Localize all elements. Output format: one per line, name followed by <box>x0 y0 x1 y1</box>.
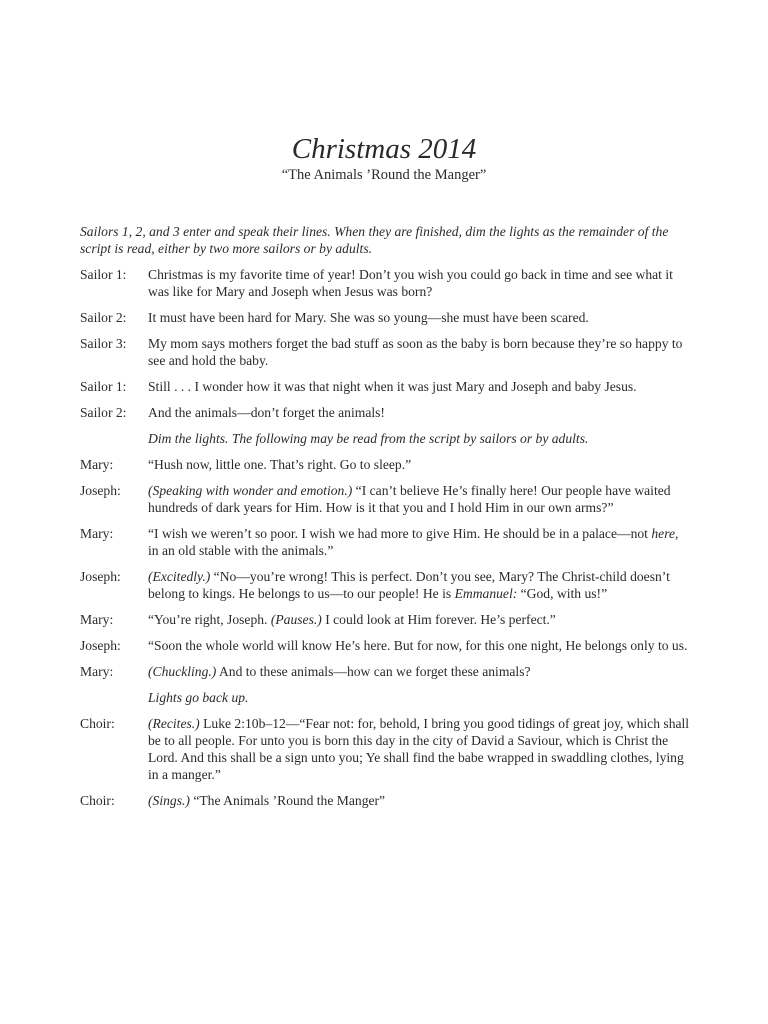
spoken-text: Christmas is my favorite time of year! Don’t you wish you could go back in time and see what it was like for Mary and Joseph when Jesus was born? <box>148 267 673 299</box>
dialogue-row <box>80 430 692 447</box>
dialogue-row <box>80 404 692 421</box>
spoken-text: “Soon the whole world will know He’s here. But for now, for this one night, He belongs only to us. <box>148 638 688 653</box>
script-body <box>80 223 692 818</box>
stage-direction: (Chuckling.) <box>148 664 217 679</box>
stage-direction: (Speaking with wonder and emotion.) <box>148 483 353 498</box>
dialogue-line <box>148 335 692 369</box>
dialogue-row <box>80 525 692 559</box>
speaker-label: Sailor 2: <box>80 310 127 325</box>
dialogue-line <box>148 715 692 783</box>
dialogue-line <box>148 792 692 809</box>
stage-direction: Lights go back up. <box>148 690 249 705</box>
dialogue-line <box>148 378 692 395</box>
speaker-label: Sailor 2: <box>80 405 127 420</box>
dialogue-row <box>80 792 692 809</box>
dialogue-line <box>148 456 692 473</box>
spoken-text: Still . . . I wonder how it was that night when it was just Mary and Joseph and baby Jesus. <box>148 379 637 394</box>
dialogue-line <box>148 689 692 706</box>
stage-direction: Emmanuel: <box>454 586 518 601</box>
spoken-text: in an old stable with the animals.” <box>148 543 334 558</box>
dialogue-line <box>148 482 692 516</box>
page-title: Christmas 2014 <box>291 133 477 165</box>
stage-direction-intro: Sailors 1, 2, and 3 enter and speak their lines. When they are finished, dim the lights as the remainder of the script is read, either by two more sailors or by adults. <box>80 224 669 256</box>
speaker-label <box>80 430 148 447</box>
spoken-text: And to these animals—how can we forget these animals? <box>216 664 531 679</box>
stage-direction: (Recites.) <box>148 716 200 731</box>
stage-direction: (Sings.) <box>148 793 190 808</box>
spoken-text: It must have been hard for Mary. She was so young—she must have been scared. <box>148 310 589 325</box>
speaker-label <box>80 689 148 706</box>
dialogue-list <box>80 266 692 809</box>
dialogue-line <box>148 266 692 300</box>
spoken-text: My mom says mothers forget the bad stuff as soon as the baby is born because they’re so happy to see and hold the baby. <box>148 336 683 368</box>
spoken-text: “The Animals ’Round the Manger” <box>189 793 386 808</box>
dialogue-row <box>80 637 692 654</box>
speaker-label: Joseph: <box>80 483 121 498</box>
speaker-label: Joseph: <box>80 638 121 653</box>
dialogue-row <box>80 456 692 473</box>
dialogue-row <box>80 611 692 628</box>
speaker-label: Sailor 3: <box>80 336 127 351</box>
spoken-text: “No—you’re wrong! This is perfect. Don’t you see, Mary? The Christ-child doesn’t belong to kings. He belongs to us—to our people! He is <box>148 569 670 601</box>
dialogue-row <box>80 309 692 326</box>
dialogue-line <box>148 430 692 447</box>
dialogue-line <box>148 568 692 602</box>
spoken-text: “God, with us!” <box>517 586 608 601</box>
dialogue-line <box>148 525 692 559</box>
stage-direction: (Excitedly.) <box>148 569 211 584</box>
dialogue-line <box>148 637 692 654</box>
dialogue-line <box>148 309 692 326</box>
stage-direction: (Pauses.) <box>270 612 322 627</box>
dialogue-line <box>148 663 692 680</box>
spoken-text: Luke 2:10b–12—“Fear not: for, behold, I bring you good tidings of great joy, which shall be to all people. For unto you is born this day in the city of David a Saviour, which is Christ the Lord. And this shall be a sign unto you; Ye shall find the babe wrapped in swaddling clothes, lying in a manger.” <box>148 716 690 782</box>
spoken-text: And the animals—don’t forget the animals! <box>148 405 385 420</box>
speaker-label: Sailor 1: <box>80 379 127 394</box>
dialogue-row <box>80 482 692 516</box>
dialogue-row <box>80 663 692 680</box>
stage-direction: here, <box>651 526 679 541</box>
dialogue-line <box>148 404 692 421</box>
dialogue-line <box>148 611 692 628</box>
speaker-label: Choir: <box>80 793 115 808</box>
spoken-text: “I can’t believe He’s finally here! Our people have waited hundreds of dark years for Him. How is it that you and I hold Him in our own arms?” <box>148 483 671 515</box>
dialogue-row <box>80 715 692 783</box>
speaker-label: Mary: <box>80 612 114 627</box>
page-subtitle: “The Animals ’Round the Manger” <box>281 167 487 183</box>
stage-direction: Dim the lights. The following may be read from the script by sailors or by adults. <box>148 431 589 446</box>
speaker-label: Mary: <box>80 526 114 541</box>
dialogue-row <box>80 335 692 369</box>
dialogue-row <box>80 266 692 300</box>
spoken-text: “You’re right, Joseph. <box>148 612 271 627</box>
speaker-label: Mary: <box>80 457 114 472</box>
spoken-text: “I wish we weren’t so poor. I wish we had more to give Him. He should be in a palace—not <box>148 526 652 541</box>
speaker-label: Sailor 1: <box>80 267 127 282</box>
dialogue-row <box>80 568 692 602</box>
spoken-text: I could look at Him forever. He’s perfect.” <box>321 612 556 627</box>
dialogue-row <box>80 689 692 706</box>
dialogue-row <box>80 378 692 395</box>
spoken-text: “Hush now, little one. That’s right. Go to sleep.” <box>148 457 412 472</box>
speaker-label: Mary: <box>80 664 114 679</box>
speaker-label: Joseph: <box>80 569 121 584</box>
speaker-label: Choir: <box>80 716 115 731</box>
